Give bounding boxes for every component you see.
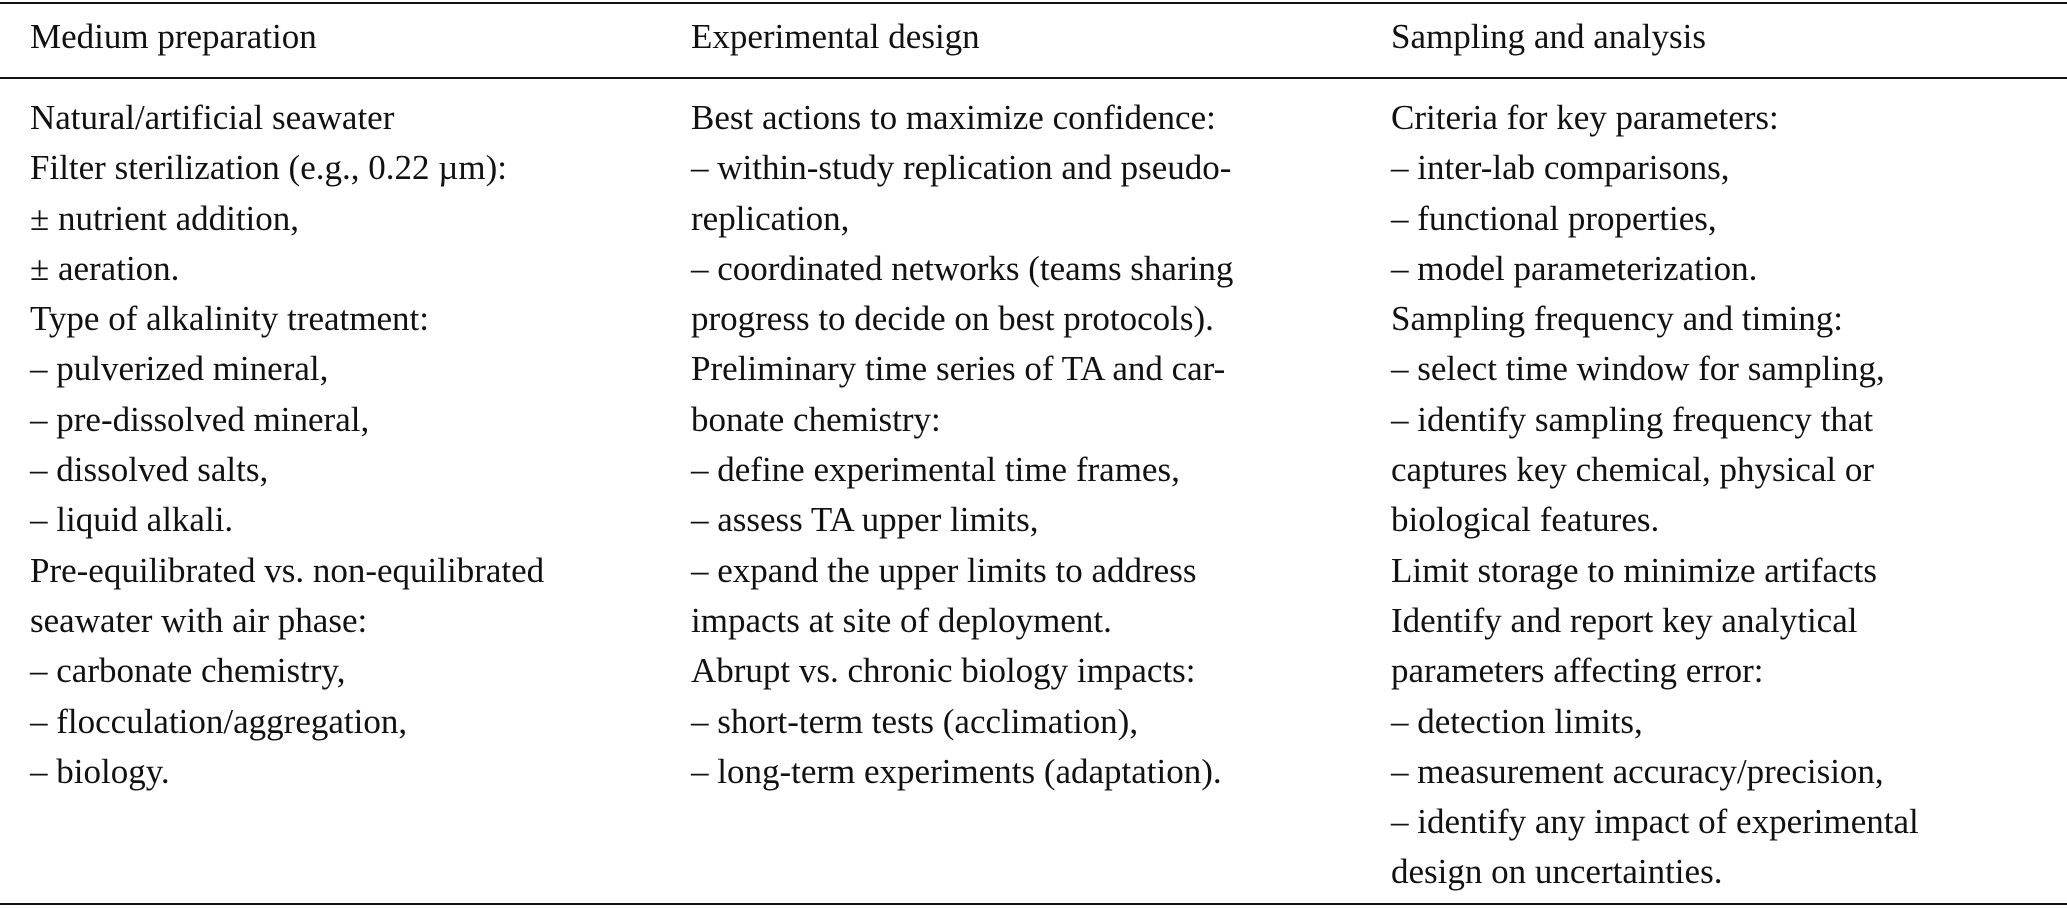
table-cell-line: – short-term tests (acclimation), <box>691 701 1139 741</box>
table-cell-line: – pulverized mineral, <box>30 349 329 389</box>
table-cell-line: Criteria for key parameters: <box>1391 98 1779 137</box>
table-cell-line: – define experimental time frames, <box>691 450 1180 490</box>
table-cell-line: biological features. <box>1391 500 1660 540</box>
table-cell-line: Sampling frequency and timing: <box>1391 299 1843 339</box>
header-rule <box>0 77 2067 79</box>
table-cell-line: – model parameterization. <box>1391 248 1758 288</box>
table-cell-line: – biology. <box>30 751 170 791</box>
table-cell-line: – within-study replication and pseudo- <box>691 148 1232 188</box>
table-cell-line: bonate chemistry: <box>691 399 941 439</box>
table-cell-line: – measurement accuracy/precision, <box>1391 751 1884 791</box>
table-cell-line: – carbonate chemistry, <box>30 651 346 691</box>
top-rule <box>0 2 2067 4</box>
table-cell-line: – coordinated networks (teams sharing <box>691 248 1234 288</box>
table-cell-line: – detection limits, <box>1391 701 1643 741</box>
table-cell-line: Abrupt vs. chronic biology impacts: <box>691 651 1196 691</box>
table-cell-line: replication, <box>691 198 850 238</box>
table-cell-line: captures key chemical, physical or <box>1391 450 1874 490</box>
table-cell-line: impacts at site of deployment. <box>691 600 1112 640</box>
table-cell-line: – long-term experiments (adaptation). <box>691 751 1222 791</box>
table-cell-line: Preliminary time series of TA and car- <box>691 349 1226 389</box>
table-cell-line: Type of alkalinity treatment: <box>30 299 429 339</box>
header-medium-preparation: Medium preparation <box>30 17 317 56</box>
column-sampling-and-analysis <box>1391 93 2051 898</box>
table-cell-line: – dissolved salts, <box>30 450 269 490</box>
table-cell-line: ± aeration. <box>30 248 180 288</box>
table-cell-line: – expand the upper limits to address <box>691 550 1197 590</box>
table-cell-line: Identify and report key analytical <box>1391 600 1858 640</box>
table-cell-line: – inter-lab comparisons, <box>1391 148 1730 188</box>
table-cell-line: Filter sterilization (e.g., 0.22 µm): <box>30 148 508 188</box>
table-cell-line: Pre-equilibrated vs. non-equilibrated <box>30 550 545 590</box>
table-cell-line: – assess TA upper limits, <box>691 500 1039 540</box>
table-cell-line: – liquid alkali. <box>30 500 234 540</box>
table-cell-line: – functional properties, <box>1391 198 1717 238</box>
table-cell-line: – identify sampling frequency that <box>1391 399 1874 439</box>
table-cell-line: seawater with air phase: <box>30 600 368 640</box>
table-cell-line: – identify any impact of experimental <box>1391 802 1919 842</box>
table-cell-line: progress to decide on best protocols). <box>691 299 1214 339</box>
column-experimental-design <box>691 93 1341 797</box>
table-cell-line: Natural/artificial seawater <box>30 98 395 137</box>
table-cell-line: ± nutrient addition, <box>30 198 300 238</box>
table-cell-line: – pre-dissolved mineral, <box>30 399 370 439</box>
header-sampling-and-analysis: Sampling and analysis <box>1391 17 1706 56</box>
bottom-rule <box>0 903 2067 905</box>
table-cell-line: Limit storage to minimize artifacts <box>1391 550 1877 590</box>
table-cell-line: – select time window for sampling, <box>1391 349 1885 389</box>
header-row <box>0 12 2067 64</box>
header-experimental-design: Experimental design <box>691 17 980 56</box>
table-cell-line: Best actions to maximize confidence: <box>691 98 1216 137</box>
table-cell-line: parameters affecting error: <box>1391 651 1764 691</box>
table-cell-line: – flocculation/aggregation, <box>30 701 408 741</box>
column-medium-preparation <box>30 93 670 797</box>
table-cell-line: design on uncertainties. <box>1391 852 1723 892</box>
